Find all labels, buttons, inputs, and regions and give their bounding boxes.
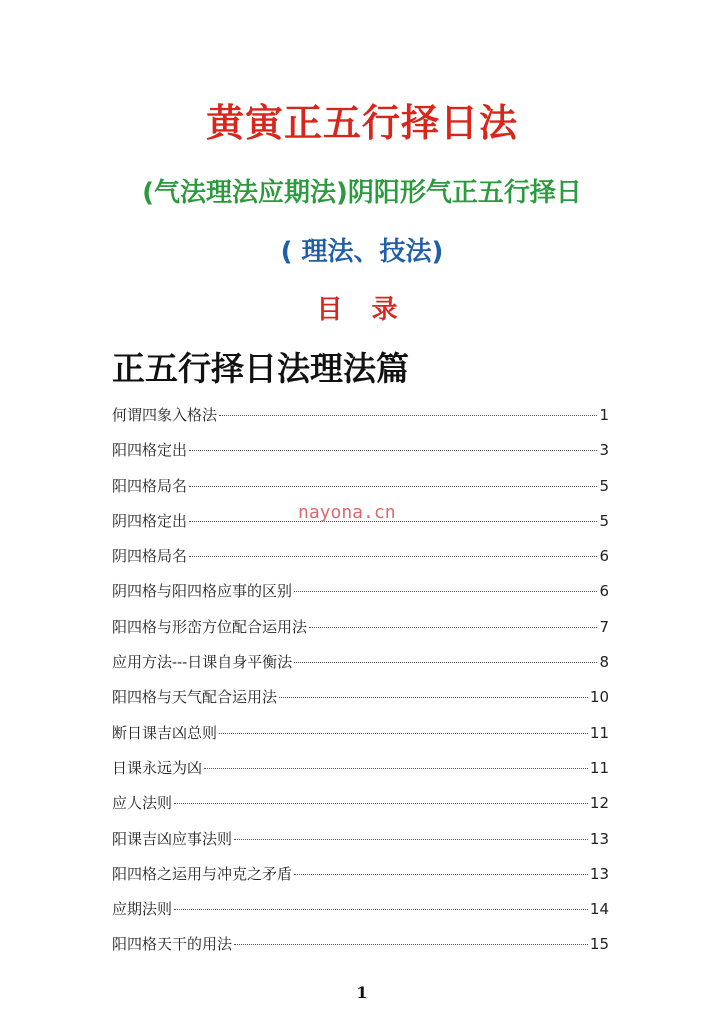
toc-entry-page: 6 <box>599 547 609 566</box>
toc-entry <box>112 545 609 580</box>
toc-entry-page: 13 <box>589 829 609 848</box>
watermark: nayona.cn <box>298 502 396 523</box>
toc-entry-page: 11 <box>589 723 609 742</box>
toc-entry-page: 12 <box>589 794 609 813</box>
toc-entry-title: 阴四格局名 <box>112 547 188 566</box>
toc-entry <box>112 580 609 615</box>
toc-entry <box>112 404 609 439</box>
toc-dot-leader <box>219 415 597 416</box>
toc-entry-title: 断日课吉凶总则 <box>112 723 218 742</box>
toc-entry <box>112 616 609 651</box>
toc-entry-page: 1 <box>599 406 609 424</box>
toc-entry-title: 阴四格定出 <box>112 511 188 530</box>
toc-entry <box>112 686 609 721</box>
toc-dot-leader <box>294 874 588 875</box>
toc-entry <box>112 757 609 792</box>
toc-entry-page: 14 <box>589 900 609 919</box>
toc-dot-leader <box>294 591 597 592</box>
toc-dot-leader <box>189 556 597 557</box>
toc-entry-page: 6 <box>599 582 609 601</box>
toc-entry-page: 13 <box>589 864 609 883</box>
toc-entry-page: 15 <box>589 935 609 954</box>
toc-entry-page: 11 <box>589 758 609 777</box>
toc-dot-leader <box>309 627 597 628</box>
toc-entry-title: 何谓四象入格法 <box>112 406 218 424</box>
toc-dot-leader <box>234 944 588 945</box>
document-title: 黄寅正五行择日法 <box>205 101 518 145</box>
toc-entry-title: 阳四格之运用与冲克之矛盾 <box>112 864 293 883</box>
toc-entry-page: 7 <box>599 617 609 636</box>
toc-entry-title: 阴四格与阳四格应事的区别 <box>112 582 293 601</box>
toc-dot-leader <box>174 909 588 910</box>
toc-entry-title: 应用方法---日课自身平衡法 <box>112 653 293 672</box>
document-subtitle-methods: ( 理法、技法) <box>280 237 444 267</box>
toc-entry-title: 阳课吉凶应事法则 <box>112 829 233 848</box>
toc-entry-title: 阳四格定出 <box>112 441 188 460</box>
toc-entry-title: 阳四格局名 <box>112 476 188 495</box>
toc-entry-page: 5 <box>599 511 609 530</box>
toc-entry-page: 10 <box>589 688 609 707</box>
table-of-contents <box>112 404 609 969</box>
toc-entry <box>112 722 609 757</box>
section-heading: 正五行择日法理法篇 <box>112 349 409 388</box>
toc-dot-leader <box>279 697 588 698</box>
toc-dot-leader <box>189 486 597 487</box>
toc-dot-leader <box>174 803 588 804</box>
toc-entry <box>112 933 609 968</box>
toc-entry-page: 3 <box>599 441 609 460</box>
toc-entry <box>112 863 609 898</box>
toc-dot-leader <box>294 662 597 663</box>
toc-entry <box>112 792 609 827</box>
toc-entry-page: 8 <box>599 653 609 672</box>
toc-entry-page: 5 <box>599 476 609 495</box>
toc-entry-title: 阳四格天干的用法 <box>112 935 233 954</box>
document-subtitle: (气法理法应期法)阴阳形气正五行择日 <box>142 178 582 208</box>
table-of-contents-label: 目 录 <box>316 295 408 325</box>
toc-entry-title: 应人法则 <box>112 794 173 813</box>
toc-entry <box>112 439 609 474</box>
toc-entry-title: 应期法则 <box>112 900 173 919</box>
toc-dot-leader <box>189 450 597 451</box>
toc-dot-leader <box>234 839 588 840</box>
toc-entry <box>112 898 609 933</box>
toc-entry-title: 阳四格与形峦方位配合运用法 <box>112 617 308 636</box>
toc-entry-title: 阳四格与天气配合运用法 <box>112 688 278 707</box>
toc-dot-leader <box>219 733 588 734</box>
toc-entry <box>112 828 609 863</box>
page-number: 1 <box>356 983 368 1002</box>
toc-dot-leader <box>204 768 588 769</box>
toc-entry <box>112 651 609 686</box>
toc-entry-title: 日课永远为凶 <box>112 758 203 777</box>
